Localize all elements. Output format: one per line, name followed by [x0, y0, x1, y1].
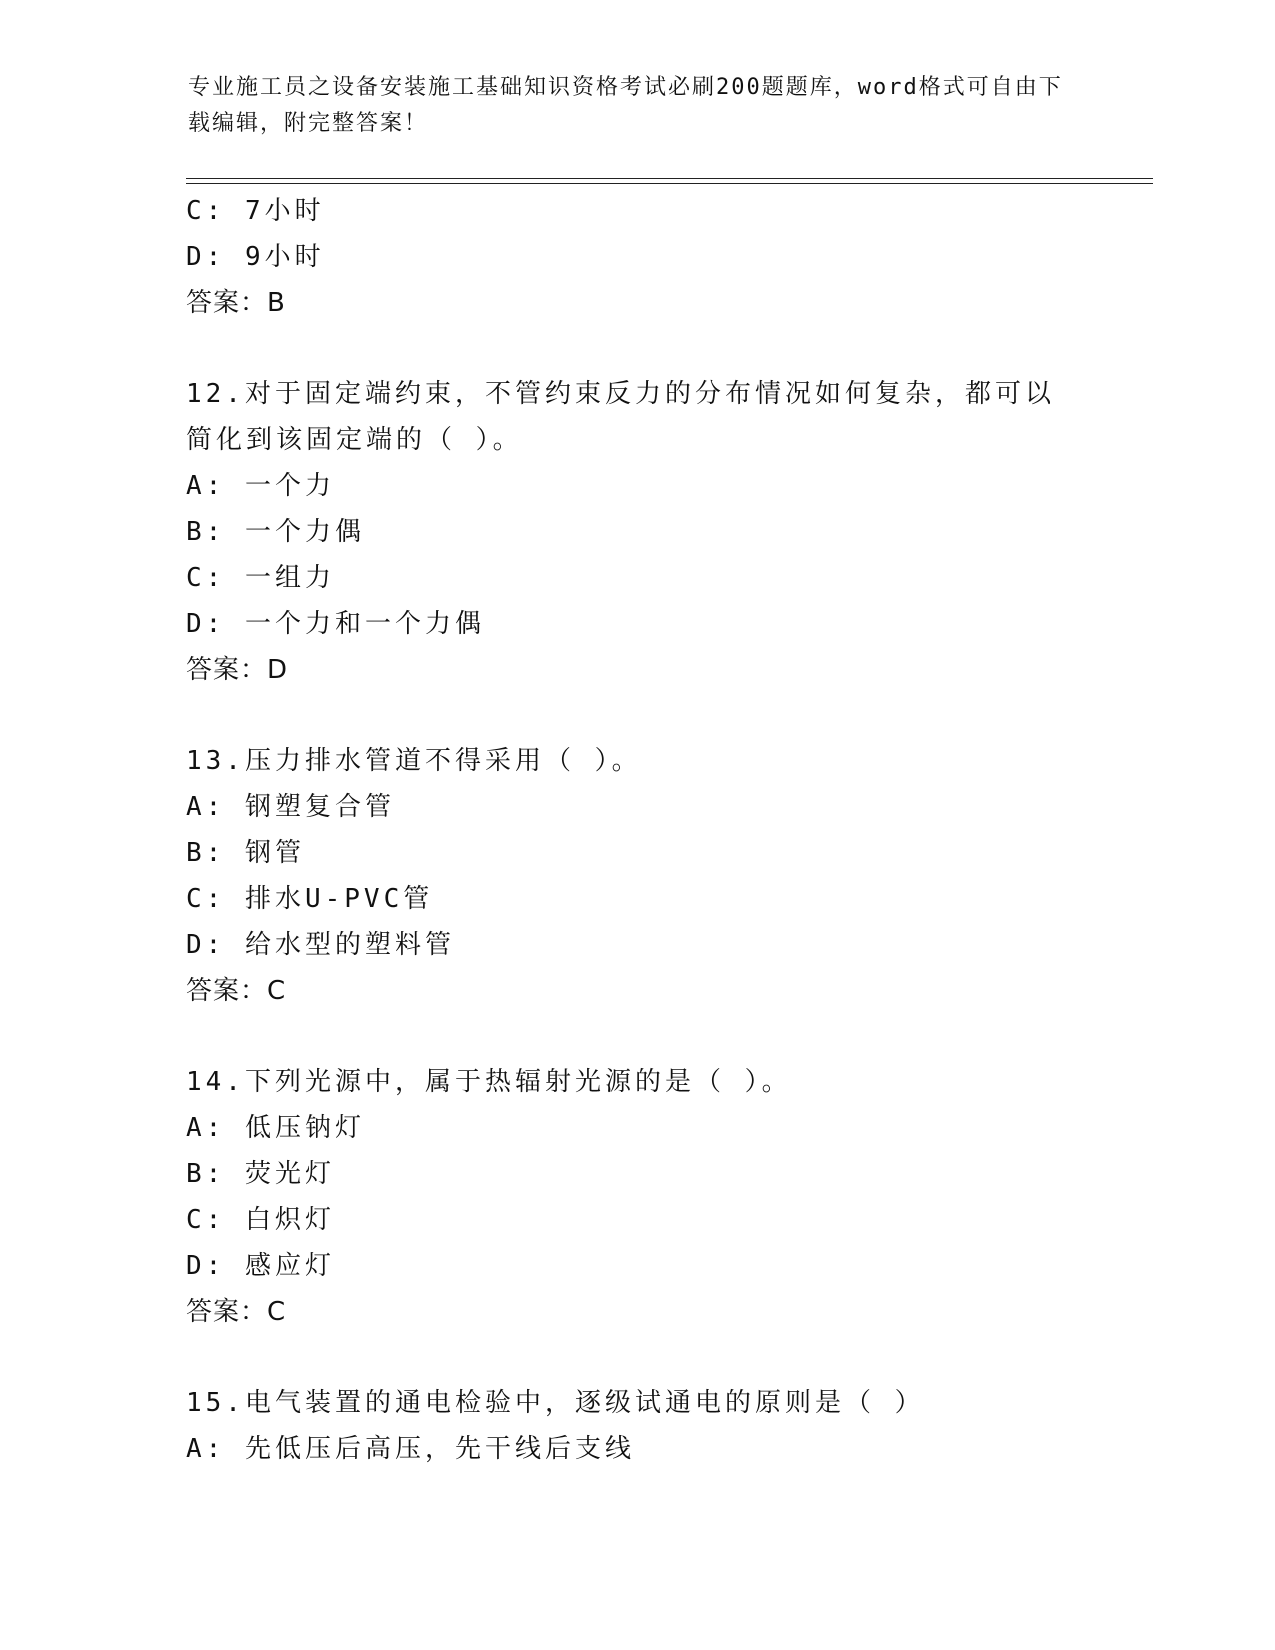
question-text: 12.对于固定端约束，不管约束反力的分布情况如何复杂，都可以简化到该固定端的（ ）。	[186, 379, 1055, 455]
option-b: B: 一个力偶	[186, 517, 365, 547]
option-a: A: 钢塑复合管	[186, 792, 395, 822]
option-c: C: 7小时	[186, 196, 325, 226]
question-block-12	[186, 371, 1146, 693]
option-b: B: 钢管	[186, 838, 305, 868]
header-divider-top	[186, 178, 1153, 179]
question-text: 13.压力排水管道不得采用（ ）。	[186, 746, 642, 776]
header-divider-bottom	[186, 183, 1153, 184]
question-text: 14.下列光源中，属于热辐射光源的是（ ）。	[186, 1067, 792, 1097]
option-c: C: 白炽灯	[186, 1205, 335, 1235]
option-a: A: 一个力	[186, 471, 335, 501]
option-b: B: 荧光灯	[186, 1159, 335, 1189]
question-text: 15.电气装置的通电检验中，逐级试通电的原则是（ ）	[186, 1388, 925, 1418]
question-block-11	[186, 188, 1146, 326]
option-c: C: 排水U-PVC管	[186, 884, 434, 914]
question-block-15	[186, 1380, 1146, 1472]
option-a: A: 先低压后高压，先干线后支线	[186, 1434, 635, 1464]
question-block-13	[186, 738, 1146, 1014]
option-d: D: 9小时	[186, 242, 325, 272]
document-header: 专业施工员之设备安装施工基础知识资格考试必刷200题题库，word格式可自由下载编辑，附完整答案！	[188, 75, 1063, 136]
option-a: A: 低压钠灯	[186, 1113, 365, 1143]
answer: 答案：C	[186, 1297, 287, 1327]
answer: 答案：D	[186, 655, 289, 685]
option-c: C: 一组力	[186, 563, 335, 593]
answer: 答案：C	[186, 976, 287, 1006]
answer: 答案：B	[186, 288, 286, 318]
question-list	[186, 188, 1146, 1472]
option-d: D: 一个力和一个力偶	[186, 609, 485, 639]
question-block-14	[186, 1059, 1146, 1335]
option-d: D: 感应灯	[186, 1251, 335, 1281]
option-d: D: 给水型的塑料管	[186, 930, 455, 960]
